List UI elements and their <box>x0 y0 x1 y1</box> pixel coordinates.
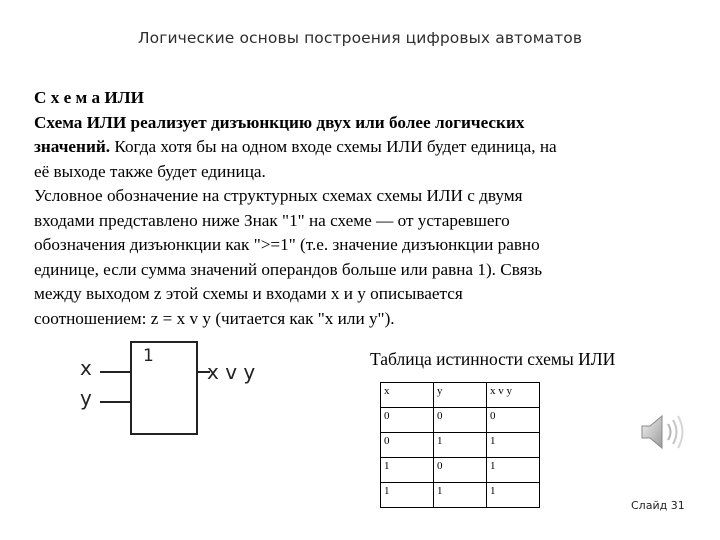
header-y: y <box>434 383 487 408</box>
table-cell: 0 <box>434 408 487 433</box>
table-cell: 1 <box>487 483 540 508</box>
slide-title: Логические основы построения цифровых автоматов <box>137 29 583 47</box>
table-header-row <box>381 383 540 408</box>
body-line: соотношением: z = x v y (читается как "x или y"). <box>34 308 395 328</box>
truth-table <box>380 382 540 508</box>
input-x-label: x <box>80 356 92 380</box>
body-line: между выходом z этой схемы и входами x и y описывается <box>34 284 463 303</box>
gate-symbol: 1 <box>143 346 154 366</box>
or-gate-diagram <box>70 340 290 440</box>
table-row <box>381 458 540 483</box>
or-gate-shape <box>70 340 290 440</box>
table-cell: 1 <box>434 483 487 508</box>
header-xvy: x v y <box>487 383 540 408</box>
table-cell: 1 <box>381 458 434 483</box>
body-line: обозначения дизъюнкции как ">=1" (т.е. значение дизъюнкции равно <box>34 235 540 254</box>
truth-table-caption: Таблица истинности схемы ИЛИ <box>370 349 616 369</box>
body-line: значений. Когда хотя бы на одном входе схемы ИЛИ будет единица, на <box>34 137 557 156</box>
table-row <box>381 483 540 508</box>
table-cell: 1 <box>381 483 434 508</box>
output-label: x v y <box>207 360 256 384</box>
table-cell: 0 <box>434 458 487 483</box>
body-line: её выходе также будет единица. <box>34 161 266 181</box>
table-cell: 1 <box>487 458 540 483</box>
table-row <box>381 433 540 458</box>
body-line-heading: С х е м а ИЛИ <box>34 88 144 107</box>
speaker-icon[interactable] <box>638 410 692 459</box>
body-line: единице, если сумма значений операндов больше или равна 1). Связь <box>34 259 543 279</box>
table-cell: 0 <box>381 433 434 458</box>
table-row <box>381 408 540 433</box>
body-line: входами представлено ниже Знак "1" на схеме — от устаревшего <box>34 210 510 230</box>
input-y-label: y <box>80 386 92 410</box>
body-line: Условное обозначение на структурных схемах схемы ИЛИ с двумя <box>34 186 523 205</box>
table-cell: 0 <box>381 408 434 433</box>
header-x: x <box>381 383 434 408</box>
table-cell: 1 <box>487 433 540 458</box>
body-text <box>34 86 694 331</box>
table-cell: 1 <box>434 433 487 458</box>
slide-number: Слайд 31 <box>631 499 685 512</box>
table-cell: 0 <box>487 408 540 433</box>
body-line: Схема ИЛИ реализует дизъюнкцию двух или более логических <box>34 112 525 132</box>
